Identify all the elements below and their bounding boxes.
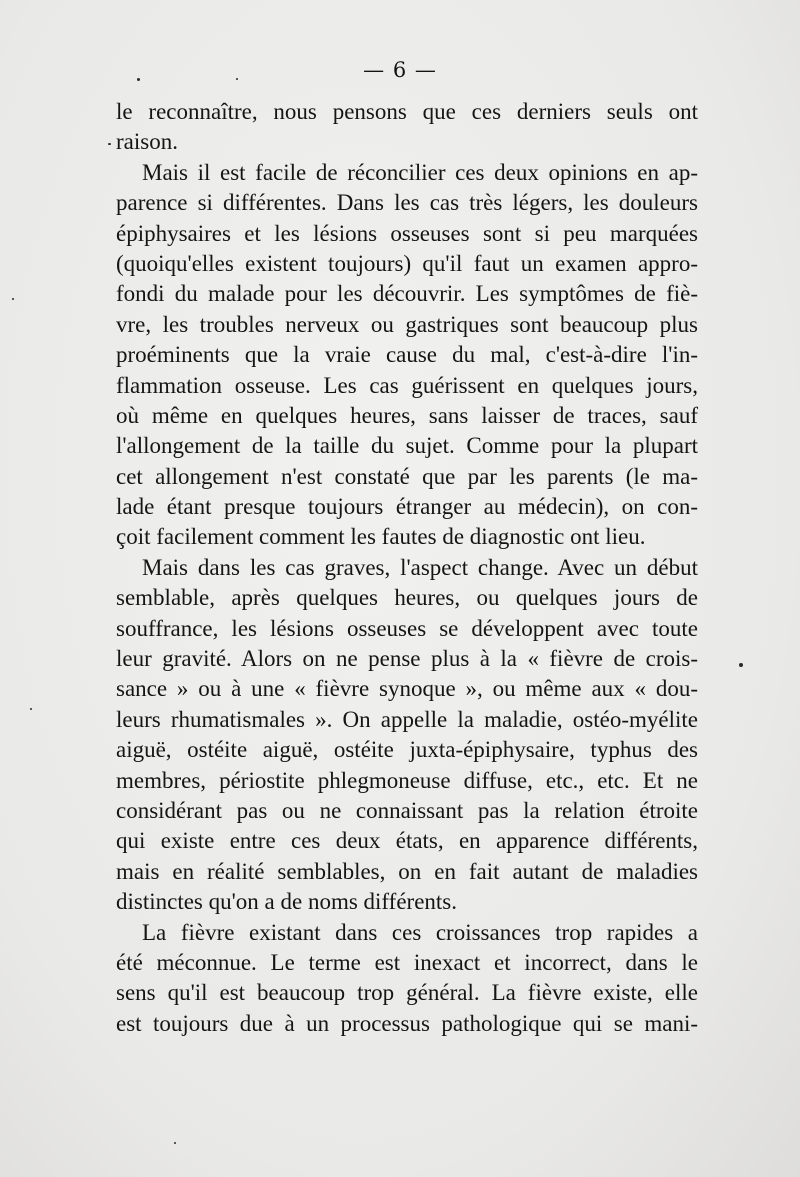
scan-speck xyxy=(137,78,140,81)
text-line: sance » ou à une « fièvre synoque », ou même aux « dou- xyxy=(116,676,698,702)
scan-speck xyxy=(12,298,14,300)
text-line: leurs rhumatismales ». On appelle la maladie, ostéo-myélite xyxy=(116,706,698,732)
scan-speck xyxy=(174,1142,176,1144)
text-line: proéminents que la vraie cause du mal, c'est-à-dire l'in- xyxy=(116,342,698,368)
scan-speck xyxy=(108,143,111,145)
text-line: sens qu'il est beaucoup trop général. La fièvre existe, elle xyxy=(116,980,698,1006)
text-line: fondi du malade pour les découvrir. Les symptômes de fiè- xyxy=(116,281,698,307)
text-line: été méconnue. Le terme est inexact et incorrect, dans le xyxy=(116,949,698,975)
page-number: — 6 — xyxy=(363,58,437,82)
text-line: distinctes qu'on a de noms différents. xyxy=(116,889,457,915)
text-line: le reconnaître, nous pensons que ces derniers seuls ont xyxy=(116,99,698,124)
text-line: aiguë, ostéite aiguë, ostéite juxta-épiphysaire, typhus des xyxy=(116,737,698,763)
text-line: lade étant presque toujours étranger au médecin), on con- xyxy=(116,494,698,520)
scan-speck xyxy=(30,708,32,710)
text-line: est toujours due à un processus pathologique qui se mani- xyxy=(116,1010,698,1036)
scan-speck xyxy=(236,78,238,80)
text-line: souffrance, les lésions osseuses se développent avec toute xyxy=(116,615,698,641)
text-line: leur gravité. Alors on ne pense plus à la « fièvre de crois- xyxy=(116,646,698,672)
scan-speck xyxy=(739,663,743,667)
text-line: Mais il est facile de réconcilier ces deux opinions en ap- xyxy=(142,159,698,185)
text-line: semblable, après quelques heures, ou quelques jours de xyxy=(116,585,698,611)
body-text xyxy=(116,97,698,1039)
text-line: où même en quelques heures, sans laisser de traces, sauf xyxy=(116,402,698,428)
text-line: cet allongement n'est constaté que par les parents (le ma- xyxy=(116,463,698,489)
text-line: membres, périostite phlegmoneuse diffuse, etc., etc. Et ne xyxy=(116,767,698,793)
text-line: épiphysaires et les lésions osseuses sont si peu marquées xyxy=(116,220,698,246)
text-line: considérant pas ou ne connaissant pas la relation étroite xyxy=(116,797,698,823)
text-line: parence si différentes. Dans les cas très légers, les douleurs xyxy=(116,190,698,216)
text-line: mais en réalité semblables, on en fait autant de maladies xyxy=(116,858,698,884)
text-line: qui existe entre ces deux états, en apparence différents, xyxy=(116,828,698,854)
text-line: (quoiqu'elles existent toujours) qu'il faut un examen appro- xyxy=(116,250,698,276)
text-line: flammation osseuse. Les cas guérissent en quelques jours, xyxy=(116,372,698,398)
text-line: çoit facilement comment les fautes de diagnostic ont lieu. xyxy=(116,524,646,550)
text-line: raison. xyxy=(116,129,178,155)
text-line: l'allongement de la taille du sujet. Comme pour la plupart xyxy=(116,433,698,459)
text-line: La fièvre existant dans ces croissances trop rapides a xyxy=(142,919,698,945)
text-line: vre, les troubles nerveux ou gastriques sont beaucoup plus xyxy=(116,311,698,337)
text-line: Mais dans les cas graves, l'aspect change. Avec un début xyxy=(142,554,698,580)
